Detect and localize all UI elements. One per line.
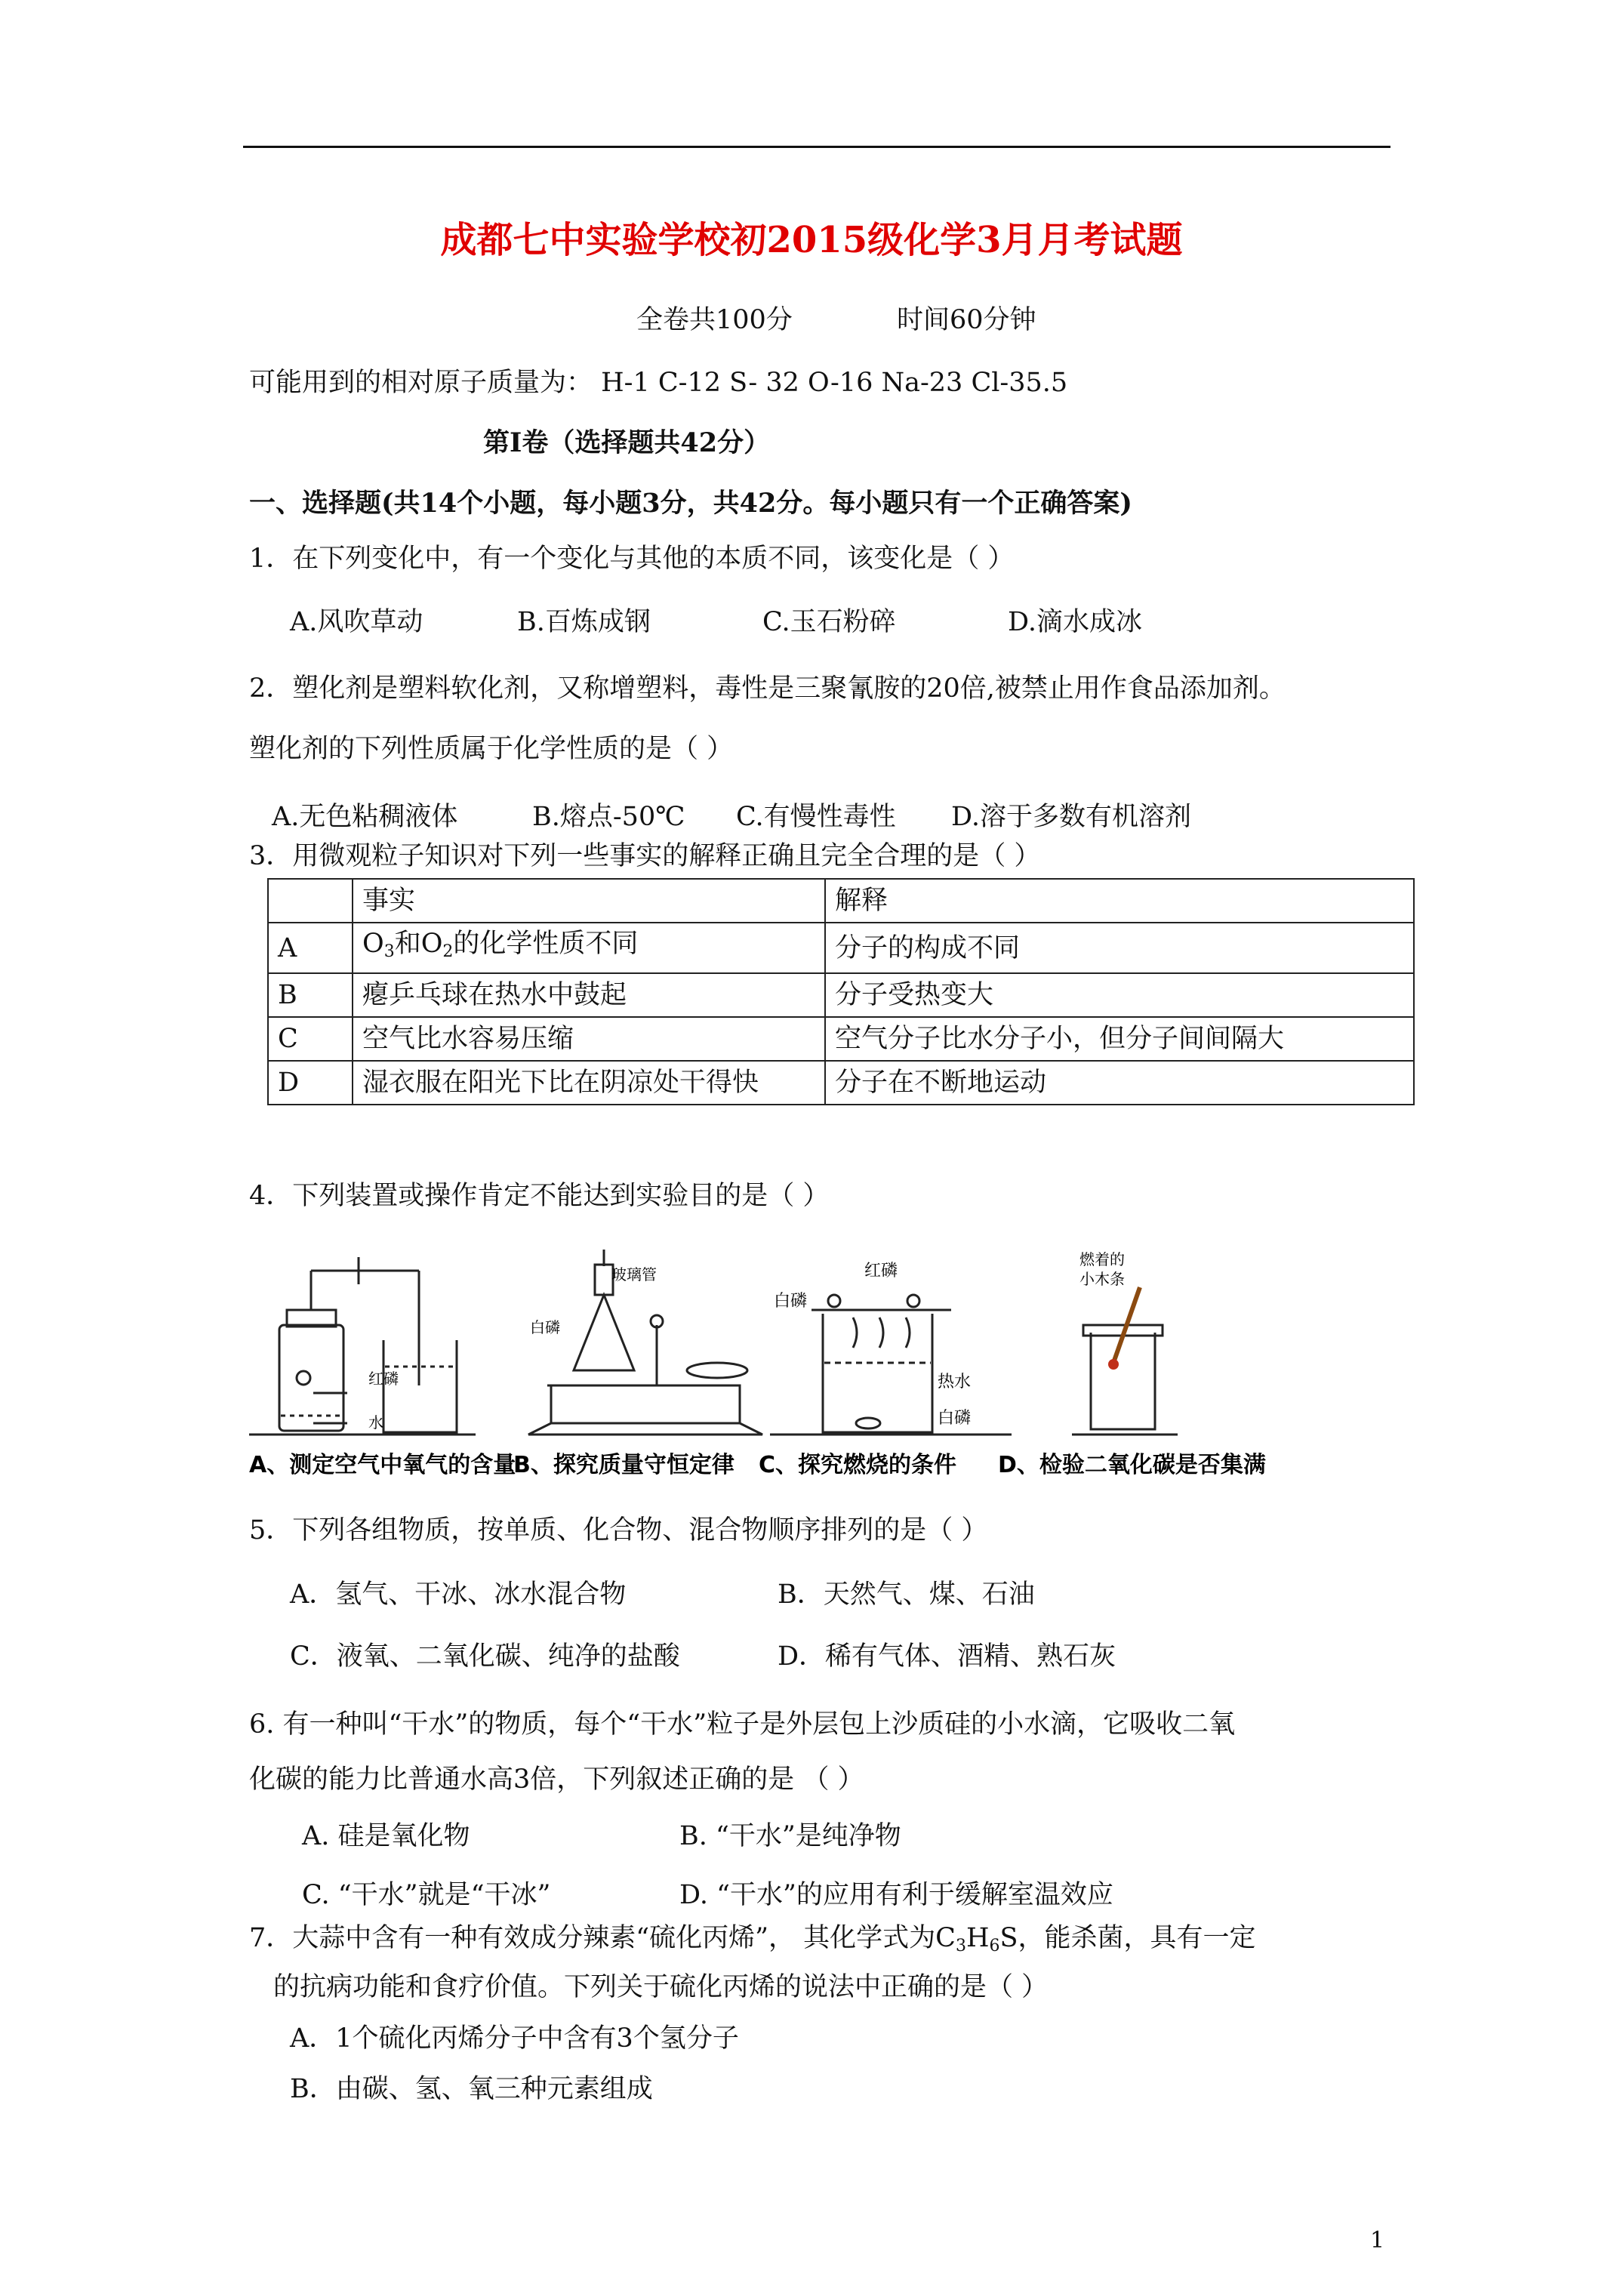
q4-stem: 4．下列装置或操作肯定不能达到实验目的是（ ）: [249, 1181, 830, 1211]
label-glass-tube: 玻璃管: [611, 1265, 657, 1284]
q6-option-d: D. “干水”的应用有利于缓解室温效应: [679, 1880, 1113, 1910]
row-explain: 分子的构成不同: [825, 923, 1414, 973]
q2-option-c: C.有慢性毒性: [736, 802, 896, 832]
label-red-p: 红磷: [368, 1370, 399, 1388]
row-fact: 瘪乒乓球在热水中鼓起: [353, 973, 825, 1017]
row-key: D: [268, 1061, 353, 1105]
q2-option-a: A.无色粘稠液体: [272, 802, 458, 832]
label-red-p2: 红磷: [864, 1262, 898, 1281]
page-title: 成都七中实验学校初2015级化学3月月考试题: [440, 219, 1183, 261]
apparatus-a: [249, 1257, 476, 1435]
section-heading: 第Ⅰ卷（选择题共42分）: [483, 427, 771, 458]
row-explain: 空气分子比水分子小，但分子间间隔大: [825, 1017, 1414, 1061]
q4-apparatus-figure: [249, 1234, 1329, 1484]
label-hot-water: 热水: [938, 1373, 972, 1391]
row-explain: 分子在不断地运动: [825, 1061, 1414, 1105]
caption-c: C、探究燃烧的条件: [759, 1452, 957, 1478]
q6-option-a: A. 硅是氧化物: [302, 1821, 470, 1851]
label-burning-1: 燃着的: [1079, 1250, 1125, 1268]
apparatus-d: [1072, 1287, 1178, 1435]
table-row: [268, 1061, 1414, 1105]
q5-option-a: A．氢气、干冰、冰水混合物: [290, 1579, 627, 1610]
q2-option-b: B.熔点-50℃: [532, 802, 685, 832]
q6-stem-line1: 6. 有一种叫“干水”的物质，每个“干水”粒子是外层包上沙质硅的小水滴，它吸收二氧: [249, 1709, 1236, 1740]
q1-option-c: C.玉石粉碎: [762, 607, 896, 637]
table-cell: [268, 879, 353, 923]
exam-time: 时间60分钟: [897, 305, 1036, 335]
caption-b: B、探究质量守恒定律: [513, 1452, 735, 1478]
table-row: [268, 923, 1414, 973]
q7-option-a: A．1个硫化丙烯分子中含有3个氢分子: [290, 2023, 739, 2054]
q7-stem-line2: 的抗病功能和食疗价值。下列关于硫化丙烯的说法中正确的是（ ）: [273, 1972, 1049, 2002]
apparatus-c: [770, 1295, 1012, 1435]
q3-stem: 3．用微观粒子知识对下列一些事实的解释正确且完全合理的是（ ）: [249, 841, 1041, 871]
page-number: 1: [1370, 2227, 1385, 2254]
caption-d: D、检验二氧化碳是否集满: [998, 1452, 1266, 1478]
total-score: 全卷共100分: [636, 305, 793, 335]
row-key: A: [268, 923, 353, 973]
label-white-p-side: 白磷: [530, 1318, 560, 1336]
table-row: [268, 879, 1414, 923]
q5-option-c: C．液氧、二氧化碳、纯净的盐酸: [290, 1641, 680, 1672]
label-white-p2: 白磷: [774, 1292, 808, 1311]
q3-table: [267, 878, 1415, 1105]
q2-stem-line2: 塑化剂的下列性质属于化学性质的是（ ）: [249, 734, 734, 764]
row-fact: $O_3$和$O_2$的化学性质不同: [353, 923, 825, 973]
q1-option-d: D.滴水成冰: [1008, 607, 1142, 637]
row-fact: 空气比水容易压缩: [353, 1017, 825, 1061]
atomic-masses: 可能用到的相对原子质量为： H-1 C-12 S- 32 O-16 Na-23 Cl-35.5: [249, 368, 1068, 398]
q6-stem-line2: 化碳的能力比普通水高3倍，下列叙述正确的是 （ ）: [249, 1764, 864, 1795]
q1-option-a: A.风吹草动: [290, 607, 423, 637]
top-rule: [243, 146, 1390, 148]
q5-stem: 5．下列各组物质，按单质、化合物、混合物顺序排列的是（ ）: [249, 1515, 988, 1546]
q6-option-c: C. “干水”就是“干冰”: [302, 1880, 551, 1910]
q2-option-d: D.溶于多数有机溶剂: [951, 802, 1191, 832]
label-burning-2: 小木条: [1079, 1270, 1125, 1288]
table-row: [268, 1017, 1414, 1061]
row-fact: 湿衣服在阳光下比在阴凉处干得快: [353, 1061, 825, 1105]
q5-option-d: D．稀有气体、酒精、熟石灰: [778, 1641, 1116, 1672]
table-row: [268, 973, 1414, 1017]
q5-option-b: B．天然气、煤、石油: [778, 1579, 1035, 1610]
q6-option-b: B. “干水”是纯净物: [679, 1821, 901, 1851]
label-white-p3: 白磷: [938, 1409, 972, 1428]
label-water: 水: [368, 1413, 383, 1432]
row-key: C: [268, 1017, 353, 1061]
table-header-explain: 解释: [825, 879, 1414, 923]
q1-option-b: B.百炼成钢: [517, 607, 651, 637]
q7-option-b: B．由碳、氢、氧三种元素组成: [290, 2074, 653, 2104]
caption-a: A、测定空气中氧气的含量: [249, 1452, 516, 1478]
row-explain: 分子受热变大: [825, 973, 1414, 1017]
q7-stem-line1: 7．大蒜中含有一种有效成分辣素“硫化丙烯”， 其化学式为$C_3H_6S$，能杀菌，具有一定: [249, 1923, 1256, 1955]
table-header-fact: 事实: [353, 879, 825, 923]
row-key: B: [268, 973, 353, 1017]
q1-stem: 1．在下列变化中，有一个变化与其他的本质不同，该变化是（ ）: [249, 544, 1015, 574]
flame-icon: [1108, 1359, 1119, 1370]
part-heading: 一、选择题(共14个小题，每小题3分，共42分。每小题只有一个正确答案): [249, 488, 1132, 519]
q2-stem-line1: 2．塑化剂是塑料软化剂，又称增塑料，毒性是三聚氰胺的20倍,被禁止用作食品添加剂。: [249, 673, 1286, 704]
